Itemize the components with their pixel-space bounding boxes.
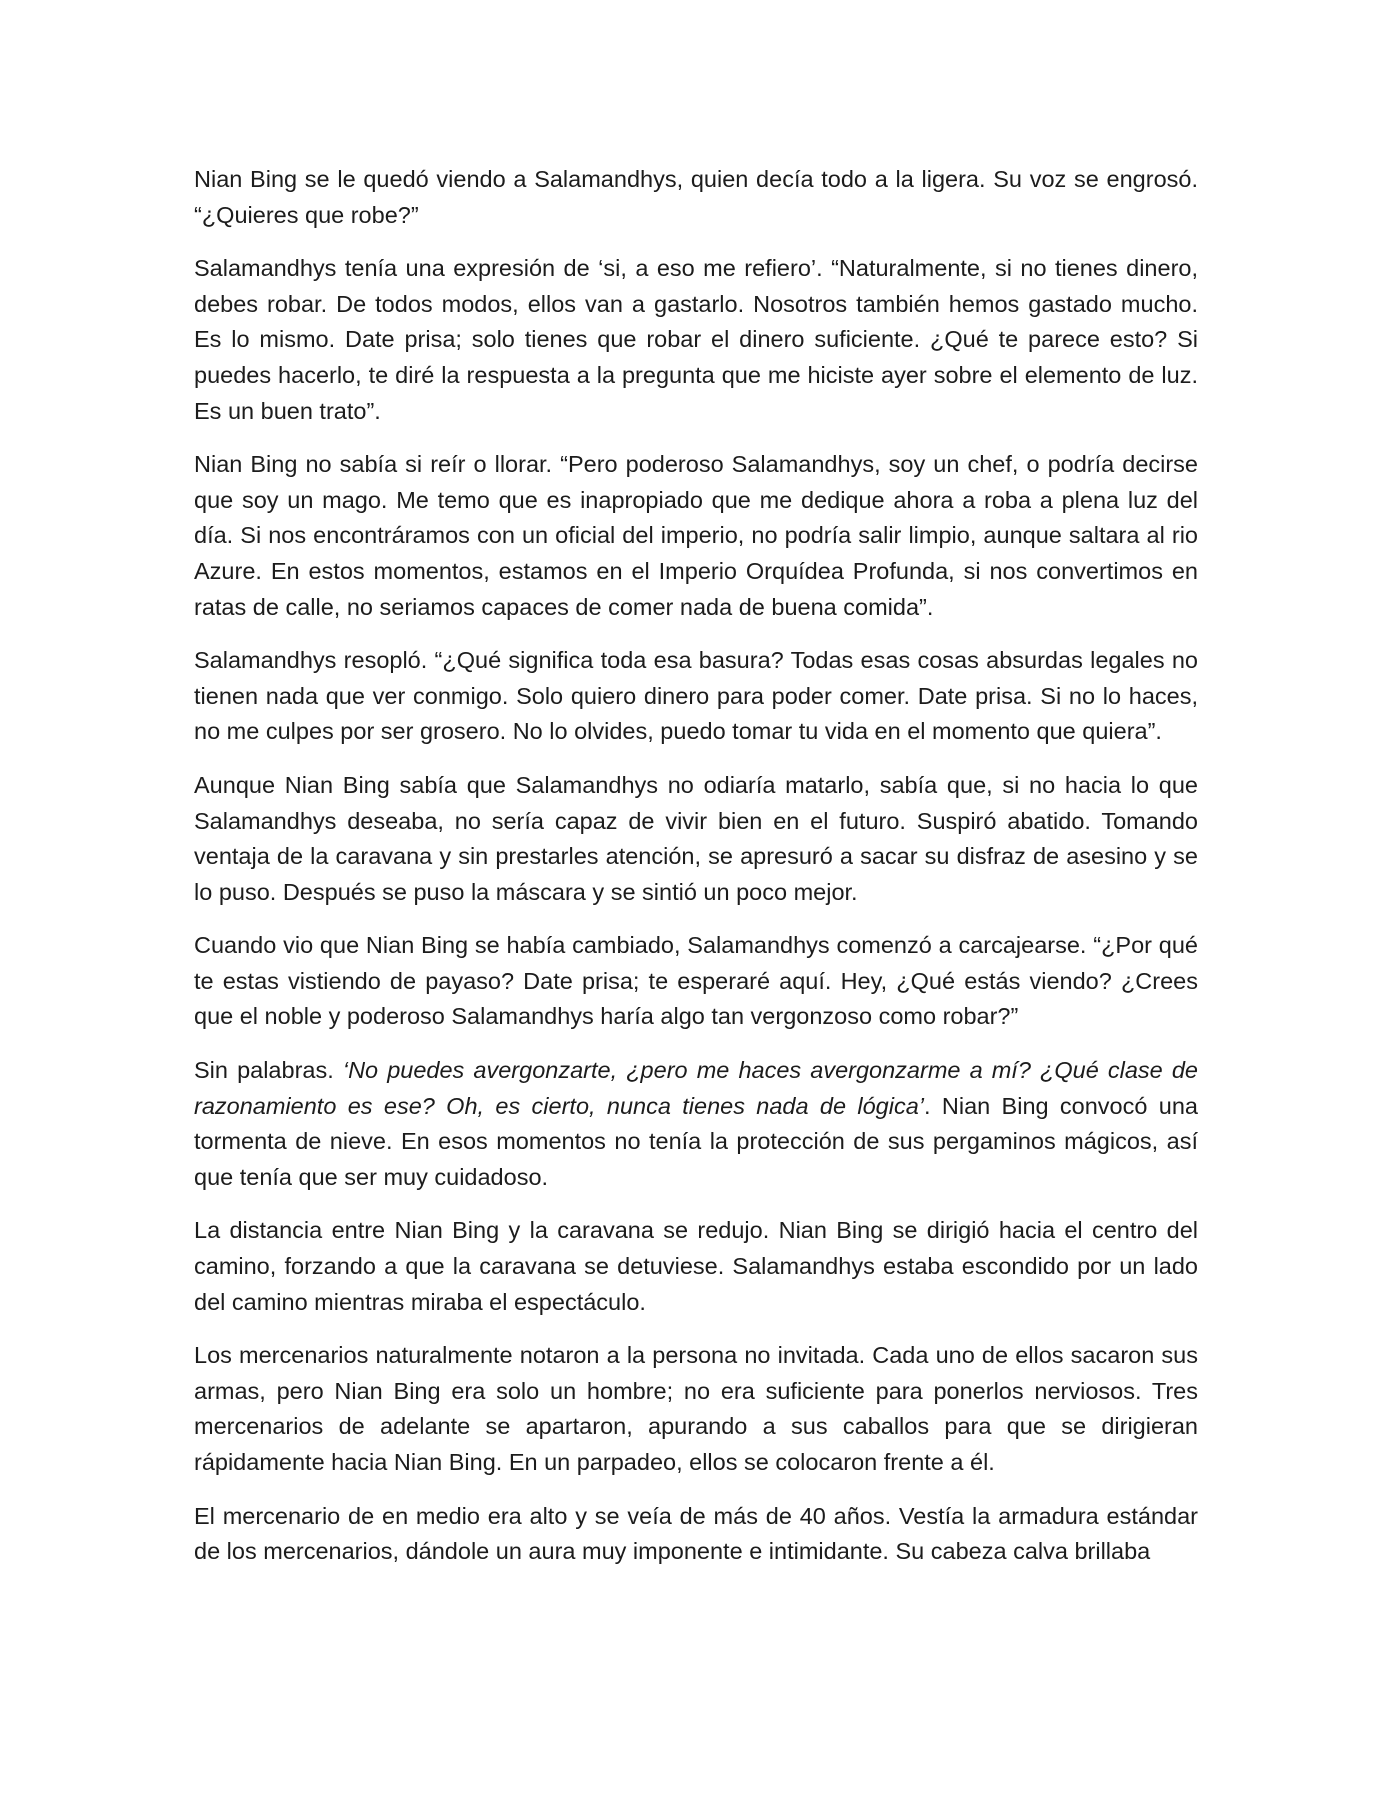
paragraph-8 — [194, 1213, 1198, 1320]
paragraph-3 — [194, 447, 1198, 625]
paragraph-1 — [194, 162, 1198, 233]
paragraph-italic-thought: ‘No puedes avergonzarte, ¿pero me haces avergonzarme a mí? ¿Qué clase de razonamiento es ese? Oh, es cierto, nunca tienes nada de lógica’ — [194, 1057, 1198, 1119]
paragraph-text: La distancia entre Nian Bing y la caravana se redujo. Nian Bing se dirigió hacia el centro del camino, forzando a que la caravana se detuviese. Salamandhys estaba escondido por un lado del camino mientras miraba el espectáculo. — [194, 1217, 1198, 1315]
paragraph-6 — [194, 928, 1198, 1035]
document-page — [194, 162, 1198, 1570]
paragraph-text: . Nian Bing convocó una tormenta de nieve. En esos momentos no tenía la protección de sus pergaminos mágicos, así que tenía que ser muy cuidadoso. — [194, 1092, 1198, 1190]
paragraph-4 — [194, 643, 1198, 750]
paragraph-7 — [194, 1053, 1198, 1195]
paragraph-text: Los mercenarios naturalmente notaron a la persona no invitada. Cada uno de ellos sacaron sus armas, pero Nian Bing era solo un hombre; no era suficiente para ponerlos nerviosos. Tres mercenarios de adelante se apartaron, apurando a sus caballos para que se dirigieran rápidamente hacia Nian Bing. En un parpadeo, ellos se colocaron frente a él. — [194, 1342, 1198, 1475]
paragraph-text: Aunque Nian Bing sabía que Salamandhys no odiaría matarlo, sabía que, si no hacia lo que Salamandhys deseaba, no sería capaz de vivir bien en el futuro. Suspiró abatido. Tomando ventaja de la caravana y sin prestarles atención, se apresuró a sacar su disfraz de asesino y se lo puso. Después se puso la máscara y se sintió un poco mejor. — [194, 771, 1198, 905]
paragraph-2 — [194, 251, 1198, 429]
paragraph-text: El mercenario de en medio era alto y se veía de más de 40 años. Vestía la armadura estándar de los mercenarios, dándole un aura muy imponente e intimidante. Su cabeza calva brillaba — [194, 1502, 1198, 1565]
paragraph-text: Sin palabras. — [194, 1057, 343, 1084]
paragraph-text: Salamandhys tenía una expresión de ‘si, a eso me refiero’. “Naturalmente, si no tienes dinero, debes robar. De todos modos, ellos van a gastarlo. Nosotros también hemos gastado mucho. Es lo mismo. Date prisa; solo tienes que robar el dinero suficiente. ¿Qué te parece esto? Si puedes hacerlo, te diré la respuesta a la pregunta que me hiciste ayer sobre el elemento de luz. Es un buen trato”. — [194, 255, 1198, 424]
paragraph-5 — [194, 768, 1198, 910]
paragraph-text: Salamandhys resopló. “¿Qué significa toda esa basura? Todas esas cosas absurdas legales no tienen nada que ver conmigo. Solo quiero dinero para poder comer. Date prisa. Si no lo haces, no me culpes por ser grosero. No lo olvides, puedo tomar tu vida en el momento que quiera”. — [194, 647, 1198, 745]
paragraph-9 — [194, 1338, 1198, 1480]
paragraph-10 — [194, 1499, 1198, 1570]
paragraph-text: Nian Bing no sabía si reír o llorar. “Pero poderoso Salamandhys, soy un chef, o podría decirse que soy un mago. Me temo que es inapropiado que me dedique ahora a roba a plena luz del día. Si nos encontráramos con un oficial del imperio, no podría salir limpio, aunque saltara al rio Azure. En estos momentos, estamos en el Imperio Orquídea Profunda, si nos convertimos en ratas de calle, no seriamos capaces de comer nada de buena comida”. — [194, 451, 1198, 620]
paragraph-text: Nian Bing se le quedó viendo a Salamandhys, quien decía todo a la ligera. Su voz se engrosó. “¿Quieres que robe?” — [194, 166, 1198, 228]
paragraph-text: Cuando vio que Nian Bing se había cambiado, Salamandhys comenzó a carcajearse. “¿Por qué te estas vistiendo de payaso? Date prisa; te esperaré aquí. Hey, ¿Qué estás viendo? ¿Crees que el noble y poderoso Salamandhys haría algo tan vergonzoso como robar?” — [194, 932, 1198, 1030]
